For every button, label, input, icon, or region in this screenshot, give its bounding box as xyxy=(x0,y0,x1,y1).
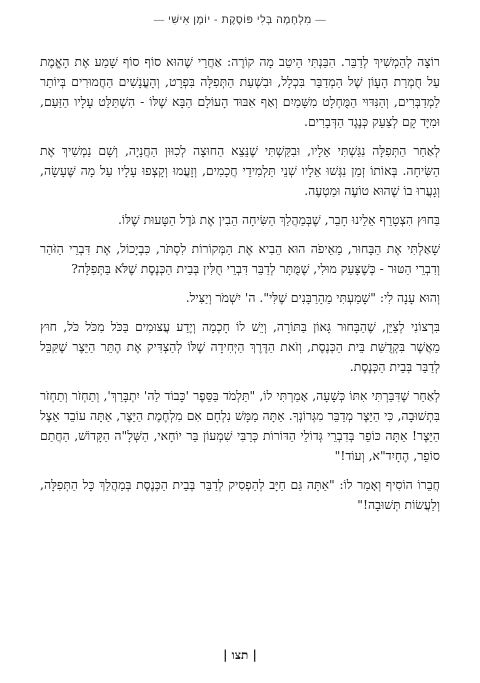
paragraph-2: לְאַחַר הַתְּפִלָּה נִגַּשְׁתִּי אֵלָיו, וּבִקַּשְׁתִּי שֶׁנֵּצֵא הַחוּצָה לְכִוּוּן הַחֲנָיָה, וְשָׁם נַמְשִׁיךְ אֶת הַשִּׂיחָה. בְּאוֹתוֹ זְמַן נִגְּשׁוּ אֵלָיו שְׁנֵי תַּלְמִידֵי חֲכָמִים, וְזָעֲמוּ וְקָצְפוּ עָלָיו עַל מָה שֶּׁעָשָׂה, וְגָעֲרוּ בוֹ שֶׁהוּא טוֹעֶה וּמַטְעֶה. xyxy=(40,143,440,198)
body-text xyxy=(40,52,440,524)
paragraph-8: חֲבֵרוֹ הוֹסִיף וְאָמַר לוֹ: "אַתָּה גַּם חַיָּב לְהַפְסִיק לְדַבֵּר בְּבֵית הַכְּנֶסֶת בְּמַהֲלַךְ כָּל הַתְּפִלָּה, וְלַעֲשׂוֹת תְּשׁוּבָה!" xyxy=(40,477,440,512)
page-number: | תצו | xyxy=(223,648,257,662)
paragraph-4: שָׁאַלְתִּי אֶת הַבָּחוּר, מֵאֵיפֹה הוּא הֵבִיא אֶת הַמְּקוֹרוֹת לִסְתֹּר, כִּבְיָכוֹל, אֶת דִּבְרֵי הַזֹּהַר וְדִבְרֵי הַטּוּר - כְּשֶׁצָּעַק מוּלִי, שֶׁמֻּתָּר לְדַבֵּר דִּבְרֵי חֻלִּין בְּבֵית הַכְּנֶסֶת שֶׁלֹּא בַּתְּפִלָּה? xyxy=(40,241,440,276)
header-ornament-left: — xyxy=(153,14,165,26)
paragraph-6: בִּרְצוֹנִי לְצַיֵּן, שֶׁהַבָּחוּר גָּאוֹן בַּתּוֹרָה, וְיֵשׁ לוֹ חָכְמָה וְיֶדַע עֲצוּמִים בַּכֹּל מִכֹּל כֹּל, חוּץ מֵאֲשֶׁר בִּקְדֻשַּׁת בֵּית הַכְּנֶסֶת, וְזֹאת הַדֶּרֶךְ הַיְּחִידָה שֶׁלּוֹ לְהַצְדִּיק אֶת הֶתֵּר הַיֵּצֶר שֶׁקִּבֵּל לְדַבֵּר בְּבֵית הַכְּנֶסֶת. xyxy=(40,319,440,374)
running-header xyxy=(36,14,444,26)
paragraph-7: לְאַחַר שֶׁדִּבַּרְתִּי אִתּוֹ כְּשָׁעָה, אָמַרְתִּי לוֹ, "תַּלְמֹד בַּסֵּפֶר 'כָּבוֹד לַה' יִתְבָּרַךְ', וְתַחְזֹר וְתַחְזֹר בִּתְשׁוּבָה, כִּי הַיֵּצֶר מְדַבֵּר מִגְּרוֹנְךָ. אַתָּה מַמָּשׁ נִלְחָם אִם מִלְחֶמֶת הַיֵּצֶר, אַתָּה עוֹבֵד אֵצֶל הַיֵּצֶר! אַתָּה כּוֹפֵר בְּדִבְרֵי גְּדוֹלֵי הַדּוֹרוֹת כְּרַבִּי שִׁמְעוֹן בַּר יוֹחָאי, הַשְּׁלָ"ה הַקָּדוֹשׁ, הַחֲתַם סוֹפֵר, הֶחָיִד"א, וְעוֹד!" xyxy=(40,388,440,463)
paragraph-1: רוֹצָה לְהַמְשִׁיךְ לְדַבֵּר. הִבַּנְתִּי הֵיטֵב מָה קוֹרֶה: אַחֲרֵי שֶׁהוּא סוֹף סוֹף שָׁמַע אֶת הָאֱמֶת עַל חֻמְרַת הָעָוֹן שֶׁל הַמְדַבֵּר בִּכְלָל, וּבִשְׁעַת הַתְּפִלָּה בִּפְרָט, וְהָעֳנָשִׁים הַחֲמוּרִים בְּיוֹתֵר לַמְדַבְּרִים, וְהַנִּדּוּי הַמֻּחְלָט מִשָּׁמַיִם וְאַף אִבּוּד הָעוֹלָם הַבָּא שֶׁלּוֹ - הִשְׁתַּלֵּט עָלָיו הַזַּעַם, וּמִיָּד קָם לְצַעֵק כְּנֶגֶד הַדְּבָרִים. xyxy=(40,54,440,129)
paragraph-5: וְהוּא עָנָה לִי: "שָׁמַעְתִּי מֵהָרַבָּנִים שֶׁלִּי". ה' יִשְׁמֹר וְיַצִּיל. xyxy=(185,290,440,305)
paragraph-3: בַּחוּץ הִצְטָרֵף אֵלֵינוּ חָבֵר, שֶׁבְּמַהֲלַךְ הַשִּׂיחָה הֵבִין אֶת גֹּדֶל הַטָּעוּת שֶׁלּוֹ. xyxy=(117,212,440,227)
running-header-title: מִלְחָמָה בְּלִי פּוֹסֶקֶת - יוֹמָן אִישִׁי xyxy=(168,14,312,26)
header-ornament-right: — xyxy=(315,14,327,26)
